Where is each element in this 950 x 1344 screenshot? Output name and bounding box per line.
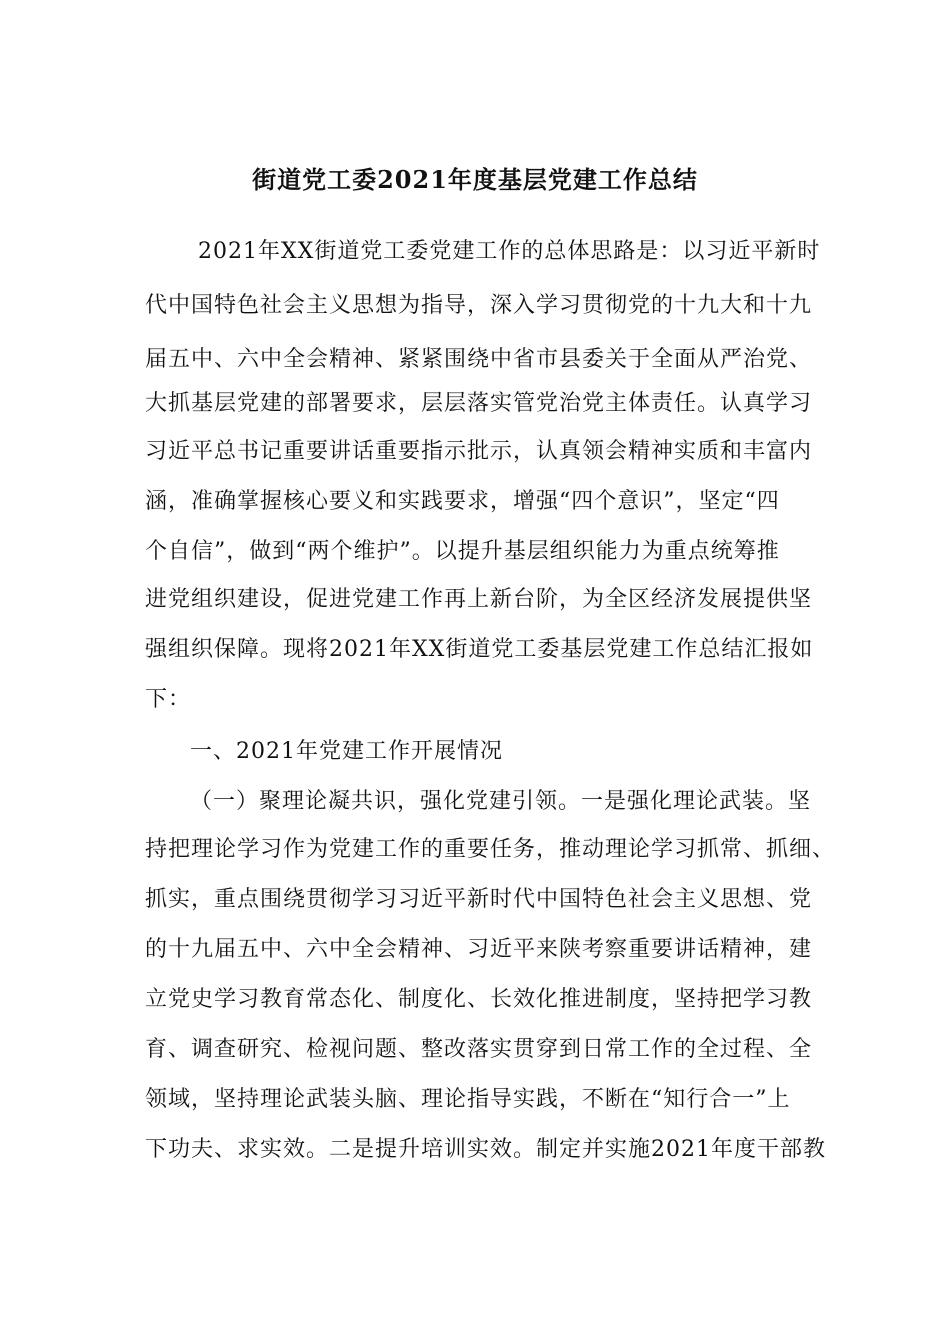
paragraph-line: 进党组织建设，促进党建工作再上新台阶，为全区经济发展提供坚 (145, 587, 813, 612)
paragraph-line: 个自信”，做到“两个维护”。以提升基层组织能力为重点统筹推 (145, 539, 780, 564)
section-heading: 一、2021年党建工作开展情况 (190, 739, 503, 764)
paragraph-line: 抓实，重点围绕贯彻学习习近平新时代中国特色社会主义思想、党 (145, 887, 813, 912)
paragraph-line: 立党史学习教育常态化、制度化、长效化推进制度，坚持把学习教 (145, 987, 813, 1012)
paragraph-line: 2021年XX街道党工委党建工作的总体思路是：以习近平新时 (198, 239, 821, 264)
paragraph-line: 领域，坚持理论武装头脑、理论指导实践，不断在“知行合一”上 (145, 1087, 791, 1112)
paragraph-line: 习近平总书记重要讲话重要指示批示，认真领会精神实质和丰富内 (145, 439, 813, 464)
paragraph-line: 涵，准确掌握核心要义和实践要求，增强“四个意识”，坚定“四 (145, 489, 780, 514)
paragraph-line: 下： (145, 687, 192, 712)
paragraph-line: （一）聚理论凝共识，强化党建引领。一是强化理论武装。坚 (190, 789, 812, 814)
paragraph-line: 代中国特色社会主义思想为指导，深入学习贯彻党的十九大和十九 (145, 293, 813, 318)
paragraph-line: 大抓基层党建的部署要求，层层落实管党治党主体责任。认真学习 (145, 391, 813, 416)
paragraph-line: 育、调查研究、检视问题、整改落实贯穿到日常工作的全过程、全 (145, 1037, 813, 1062)
paragraph-line: 下功夫、求实效。二是提升培训实效。制定并实施2021年度干部教 (145, 1137, 826, 1162)
paragraph-line: 届五中、六中全会精神、紧紧围绕中省市县委关于全面从严治党、 (145, 347, 813, 372)
paragraph-line: 持把理论学习作为党建工作的重要任务，推动理论学习抓常、抓细、 (145, 837, 836, 862)
paragraph-line: 的十九届五中、六中全会精神、习近平来陕考察重要讲话精神，建 (145, 937, 813, 962)
paragraph-line: 强组织保障。现将2021年XX街道党工委基层党建工作总结汇报如 (145, 637, 814, 662)
document-title: 街道党工委2021年度基层党建工作总结 (252, 165, 698, 194)
